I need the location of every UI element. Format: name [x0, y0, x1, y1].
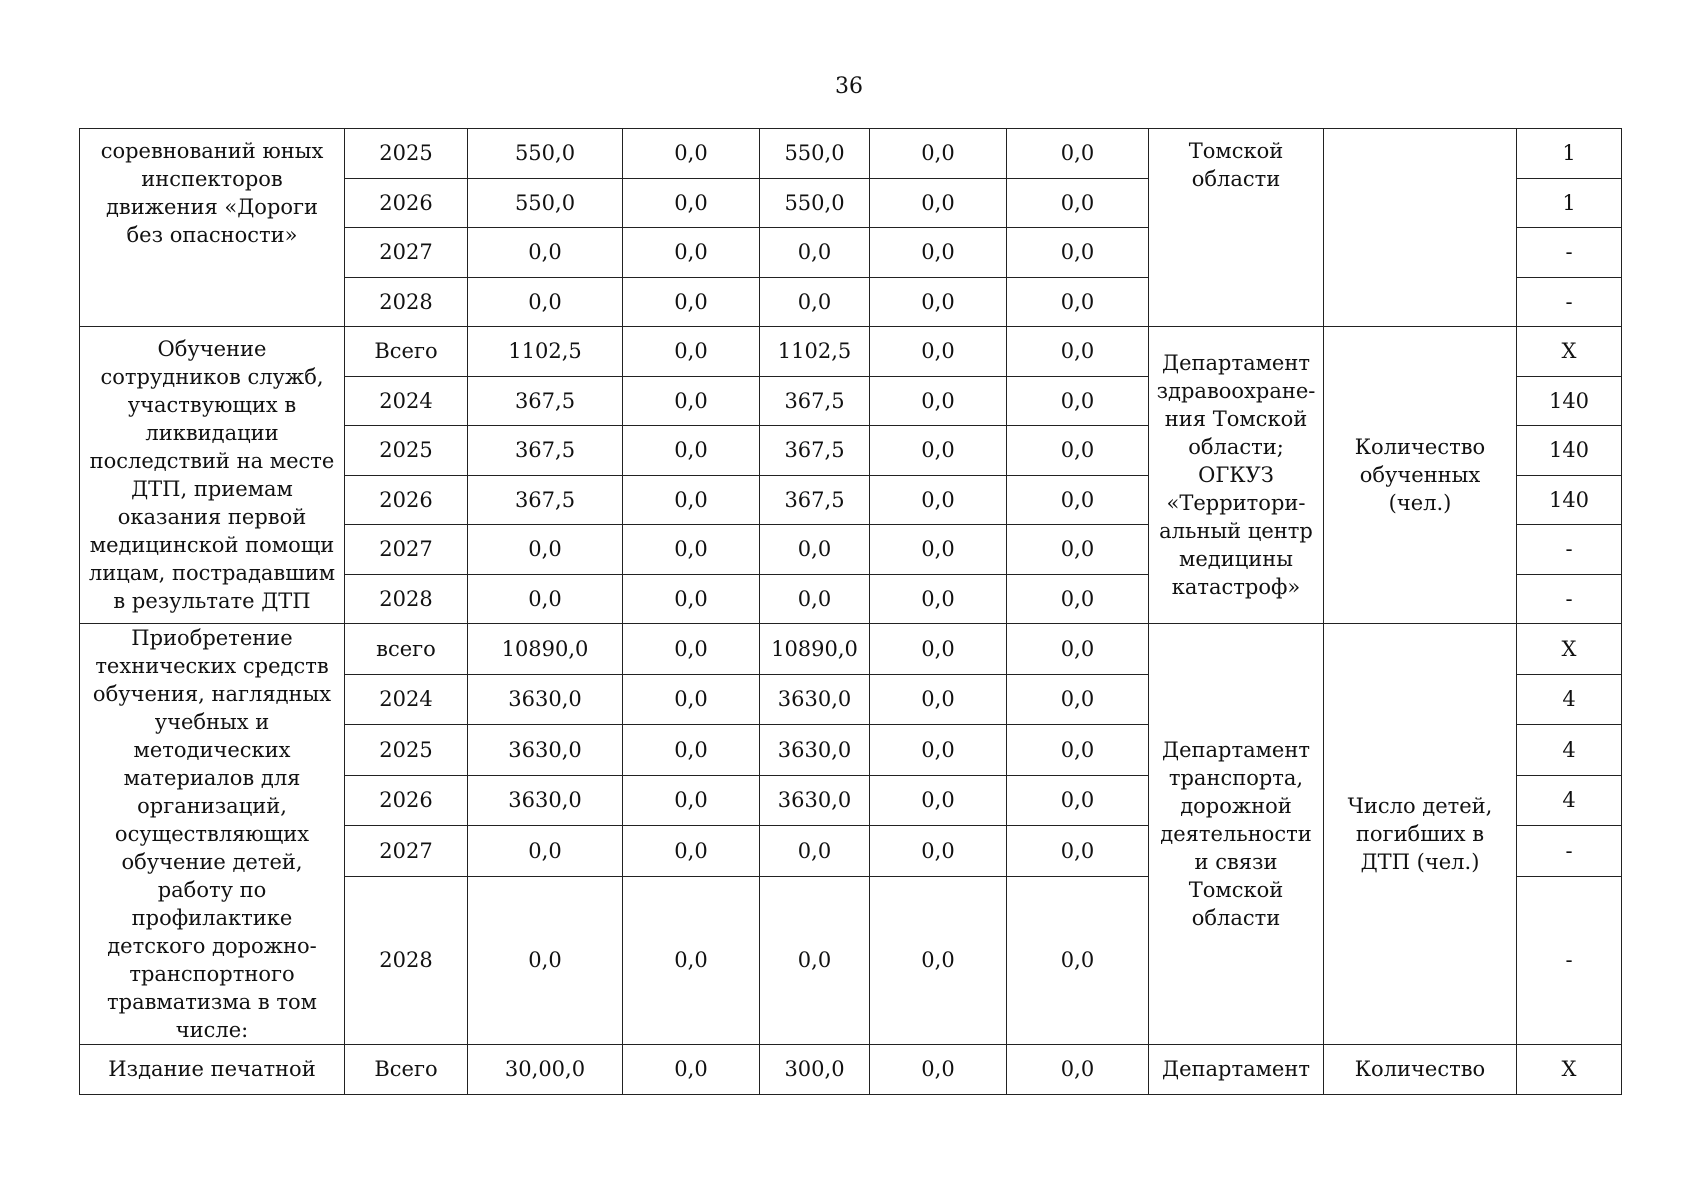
regional-cell: 367,5 [760, 475, 870, 525]
federal-cell: 0,0 [623, 624, 760, 675]
other-cell: 0,0 [1007, 674, 1149, 725]
total-cell: 367,5 [468, 426, 623, 476]
value-cell: - [1517, 277, 1622, 327]
value-cell: 4 [1517, 674, 1622, 725]
year-cell: 2025 [345, 129, 468, 179]
indicator-cell [1324, 129, 1517, 327]
federal-cell: 0,0 [623, 674, 760, 725]
table-row [80, 624, 1622, 675]
total-cell: 0,0 [468, 525, 623, 575]
measure-cell: Обучение сотрудников служб, участвующих в ликвидации последствий на месте ДТП, приемам оказания первой медицинской помощи лицам, пострадавшим в результате ДТП [80, 327, 345, 624]
measure-cell: Издание печатной [80, 1045, 345, 1095]
federal-cell: 0,0 [623, 178, 760, 228]
local-cell: 0,0 [870, 426, 1007, 476]
other-cell: 0,0 [1007, 475, 1149, 525]
value-cell: 140 [1517, 376, 1622, 426]
local-cell: 0,0 [870, 1045, 1007, 1095]
value-cell: - [1517, 826, 1622, 877]
year-cell: 2027 [345, 228, 468, 278]
regional-cell: 367,5 [760, 376, 870, 426]
year-cell: 2025 [345, 426, 468, 476]
local-cell: 0,0 [870, 826, 1007, 877]
year-cell: 2027 [345, 826, 468, 877]
local-cell: 0,0 [870, 624, 1007, 675]
other-cell: 0,0 [1007, 826, 1149, 877]
year-cell: 2027 [345, 525, 468, 575]
indicator-cell: Количество обученных (чел.) [1324, 327, 1517, 624]
other-cell: 0,0 [1007, 277, 1149, 327]
regional-cell: 0,0 [760, 525, 870, 575]
federal-cell: 0,0 [623, 129, 760, 179]
executor-cell: Департамент здравоохране-ния Томской области; ОГКУЗ «Территори-альный центр медицины катастроф» [1149, 327, 1324, 624]
value-cell: 4 [1517, 775, 1622, 826]
value-cell: 1 [1517, 129, 1622, 179]
regional-cell: 10890,0 [760, 624, 870, 675]
local-cell: 0,0 [870, 228, 1007, 278]
value-cell: 4 [1517, 725, 1622, 776]
measure-cell: соревнований юных инспекторов движения «Дороги без опасности» [80, 129, 345, 327]
table-row [80, 1045, 1622, 1095]
regional-cell: 550,0 [760, 178, 870, 228]
value-cell: - [1517, 525, 1622, 575]
other-cell: 0,0 [1007, 624, 1149, 675]
regional-cell: 3630,0 [760, 775, 870, 826]
total-cell: 550,0 [468, 129, 623, 179]
total-cell: 367,5 [468, 475, 623, 525]
federal-cell: 0,0 [623, 277, 760, 327]
program-table [79, 128, 1622, 1095]
local-cell: 0,0 [870, 277, 1007, 327]
federal-cell: 0,0 [623, 876, 760, 1044]
total-cell: 1102,5 [468, 327, 623, 377]
local-cell: 0,0 [870, 129, 1007, 179]
local-cell: 0,0 [870, 574, 1007, 624]
other-cell: 0,0 [1007, 376, 1149, 426]
year-cell: 2026 [345, 775, 468, 826]
total-cell: 367,5 [468, 376, 623, 426]
regional-cell: 0,0 [760, 574, 870, 624]
federal-cell: 0,0 [623, 826, 760, 877]
year-cell: 2026 [345, 178, 468, 228]
year-cell: 2024 [345, 376, 468, 426]
value-cell: X [1517, 327, 1622, 377]
federal-cell: 0,0 [623, 327, 760, 377]
federal-cell: 0,0 [623, 574, 760, 624]
value-cell: - [1517, 876, 1622, 1044]
local-cell: 0,0 [870, 475, 1007, 525]
total-cell: 10890,0 [468, 624, 623, 675]
total-cell: 0,0 [468, 826, 623, 877]
local-cell: 0,0 [870, 178, 1007, 228]
other-cell: 0,0 [1007, 129, 1149, 179]
total-cell: 30,00,0 [468, 1045, 623, 1095]
table-row [80, 129, 1622, 179]
other-cell: 0,0 [1007, 775, 1149, 826]
federal-cell: 0,0 [623, 376, 760, 426]
value-cell: - [1517, 574, 1622, 624]
regional-cell: 367,5 [760, 426, 870, 476]
year-cell: Всего [345, 327, 468, 377]
regional-cell: 0,0 [760, 277, 870, 327]
total-cell: 550,0 [468, 178, 623, 228]
year-cell: 2025 [345, 725, 468, 776]
other-cell: 0,0 [1007, 725, 1149, 776]
regional-cell: 0,0 [760, 826, 870, 877]
federal-cell: 0,0 [623, 1045, 760, 1095]
other-cell: 0,0 [1007, 1045, 1149, 1095]
table-row [80, 327, 1622, 377]
federal-cell: 0,0 [623, 725, 760, 776]
year-cell: Всего [345, 1045, 468, 1095]
page-number: 36 [835, 74, 863, 99]
regional-cell: 3630,0 [760, 725, 870, 776]
executor-cell: Департамент [1149, 1045, 1324, 1095]
year-cell: 2028 [345, 277, 468, 327]
year-cell: 2028 [345, 574, 468, 624]
federal-cell: 0,0 [623, 775, 760, 826]
federal-cell: 0,0 [623, 475, 760, 525]
value-cell: X [1517, 1045, 1622, 1095]
other-cell: 0,0 [1007, 178, 1149, 228]
regional-cell: 1102,5 [760, 327, 870, 377]
executor-cell: Томской области [1149, 129, 1324, 327]
total-cell: 0,0 [468, 876, 623, 1044]
other-cell: 0,0 [1007, 426, 1149, 476]
executor-cell: Департамент транспорта, дорожной деятельности и связи Томской области [1149, 624, 1324, 1045]
regional-cell: 0,0 [760, 876, 870, 1044]
regional-cell: 550,0 [760, 129, 870, 179]
federal-cell: 0,0 [623, 426, 760, 476]
year-cell: 2024 [345, 674, 468, 725]
total-cell: 3630,0 [468, 775, 623, 826]
regional-cell: 0,0 [760, 228, 870, 278]
year-cell: 2028 [345, 876, 468, 1044]
other-cell: 0,0 [1007, 525, 1149, 575]
indicator-cell: Число детей, погибших в ДТП (чел.) [1324, 624, 1517, 1045]
local-cell: 0,0 [870, 674, 1007, 725]
local-cell: 0,0 [870, 876, 1007, 1044]
measure-cell: Приобретение технических средств обучения, наглядных учебных и методических материалов для организаций, осуществляющих обучение детей, работу по профилактике детского дорожно-транспортного травматизма в том числе: [80, 624, 345, 1045]
local-cell: 0,0 [870, 725, 1007, 776]
other-cell: 0,0 [1007, 574, 1149, 624]
value-cell: - [1517, 228, 1622, 278]
total-cell: 0,0 [468, 277, 623, 327]
total-cell: 0,0 [468, 228, 623, 278]
federal-cell: 0,0 [623, 525, 760, 575]
value-cell: X [1517, 624, 1622, 675]
local-cell: 0,0 [870, 775, 1007, 826]
local-cell: 0,0 [870, 376, 1007, 426]
value-cell: 1 [1517, 178, 1622, 228]
other-cell: 0,0 [1007, 228, 1149, 278]
other-cell: 0,0 [1007, 327, 1149, 377]
regional-cell: 300,0 [760, 1045, 870, 1095]
indicator-cell: Количество [1324, 1045, 1517, 1095]
local-cell: 0,0 [870, 525, 1007, 575]
federal-cell: 0,0 [623, 228, 760, 278]
regional-cell: 3630,0 [760, 674, 870, 725]
value-cell: 140 [1517, 475, 1622, 525]
local-cell: 0,0 [870, 327, 1007, 377]
total-cell: 3630,0 [468, 674, 623, 725]
year-cell: всего [345, 624, 468, 675]
other-cell: 0,0 [1007, 876, 1149, 1044]
total-cell: 0,0 [468, 574, 623, 624]
year-cell: 2026 [345, 475, 468, 525]
value-cell: 140 [1517, 426, 1622, 476]
total-cell: 3630,0 [468, 725, 623, 776]
